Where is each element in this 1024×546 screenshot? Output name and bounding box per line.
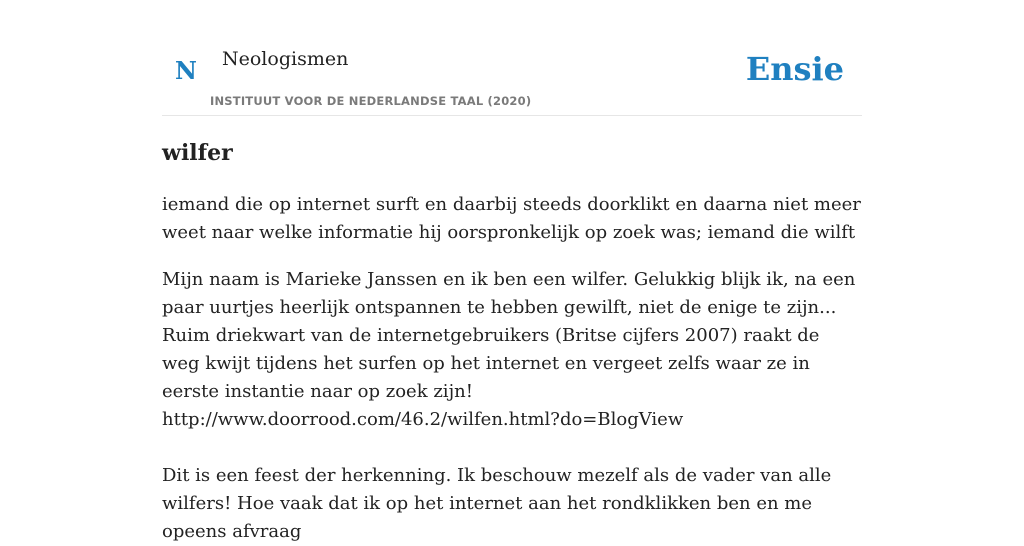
- headword: wilfer: [162, 140, 233, 166]
- source-subtitle: INSTITUUT VOOR DE NEDERLANDSE TAAL (2020): [210, 94, 532, 108]
- citation-text: Mijn naam is Marieke Janssen en ik ben een wilfer. Gelukkig blijk ik, na een paar uurtjes heerlijk ontspannen te hebben gewilft, niet de enige te zijn... Ruim driekwart van de internetgebruikers (Britse cijfers 2007) raakt de weg kwijt tijdens het surfen op het internet en vergeet zelfs waar ze in eerste instantie naar op zoek zijn!: [162, 269, 856, 402]
- source-header: [162, 40, 862, 116]
- ensie-logo[interactable]: Ensie: [745, 50, 844, 88]
- citation-2-text: Dit is een feest der herkenning. Ik beschouw mezelf als de vader van alle wilfers! Hoe vaak dat ik op het internet aan het rondklikken ben en me opeens afvraag: [162, 465, 832, 542]
- source-title[interactable]: Neologismen: [222, 48, 349, 70]
- definition: iemand die op internet surft en daarbij steeds doorklikt en daarna niet meer weet naar welke informatie hij oorspronkelijk op zoek was; iemand die wilft: [162, 194, 861, 243]
- citation-url-link[interactable]: http://www.doorrood.com/46.2/wilfen.html?do=BlogView: [162, 409, 684, 430]
- citation: [162, 266, 862, 434]
- entry-content: [162, 138, 862, 546]
- source-badge[interactable]: N: [175, 55, 197, 85]
